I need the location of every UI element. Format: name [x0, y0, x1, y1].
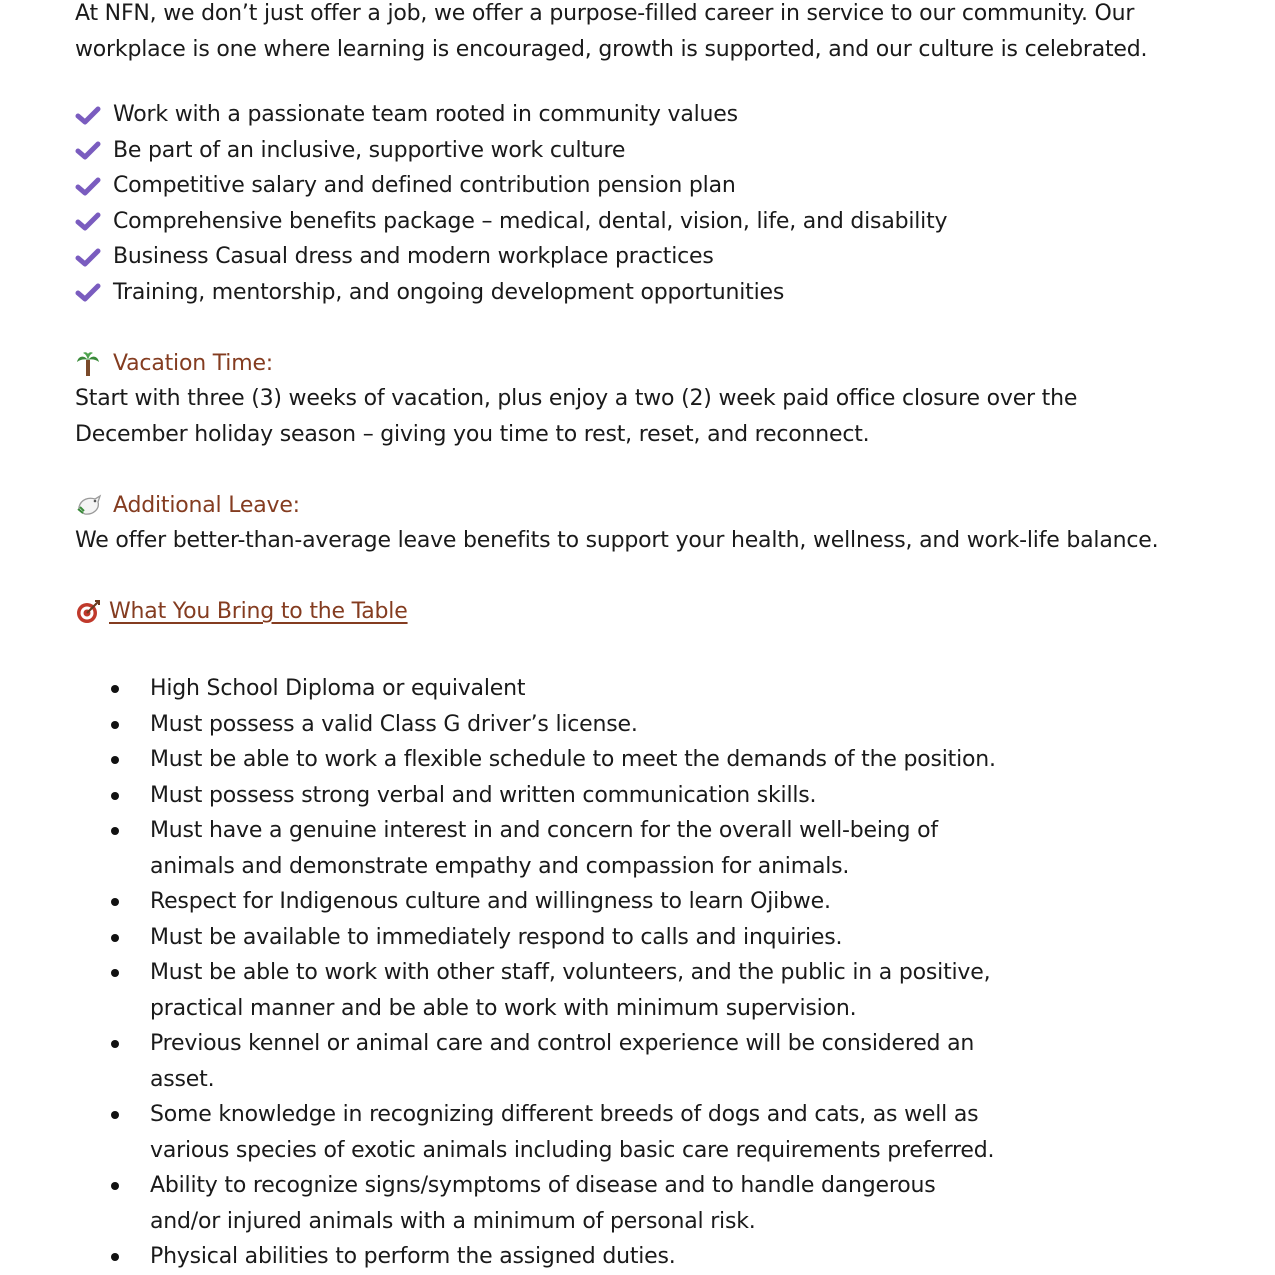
vacation-paragraph: Start with three (3) weeks of vacation, plus enjoy a two (2) week paid office closure over the December holiday season – giving you time to rest, reset, and reconnect. [75, 386, 1078, 447]
vacation-heading [75, 346, 273, 382]
requirement-item [111, 1168, 1011, 1239]
intro-paragraph: At NFN, we don’t just offer a job, we offer a purpose-filled career in service to our community. Our workplace is one where learning is encouraged, growth is supported, and our culture is celebrated. [75, 1, 1148, 62]
bullet-icon [111, 756, 119, 764]
bullet-icon [111, 1253, 119, 1261]
additional-leave-paragraph: We offer better-than-average leave benefits to support your health, wellness, and work-life balance. [75, 528, 1159, 553]
requirement-item [111, 778, 1011, 814]
additional-leave-heading-text: Additional Leave: [113, 493, 300, 518]
requirement-item [111, 1026, 1011, 1097]
benefit-item [75, 168, 947, 204]
benefits-list [75, 97, 947, 310]
bullet-icon [111, 969, 119, 977]
checkmark-icon [75, 175, 113, 197]
checkmark-icon [75, 104, 113, 126]
checkmark-icon [75, 139, 113, 161]
requirement-item [111, 920, 1011, 956]
benefit-text: Work with a passionate team rooted in community values [113, 102, 738, 127]
requirement-item [111, 1097, 1011, 1168]
checkmark-icon [75, 246, 113, 268]
requirements-list [111, 671, 1011, 1275]
requirement-item [111, 671, 1011, 707]
requirement-text: Must be available to immediately respond to calls and inquiries. [150, 924, 843, 950]
checkmark-icon [75, 210, 113, 232]
benefit-text: Training, mentorship, and ongoing development opportunities [113, 279, 785, 305]
requirement-text: Must possess strong verbal and written communication skills. [150, 782, 817, 808]
bullet-icon [111, 827, 119, 835]
bullet-icon [111, 898, 119, 906]
benefit-item [75, 239, 947, 275]
bullet-icon [111, 792, 119, 800]
requirement-text: Must have a genuine interest in and concern for the overall well-being of animals and demonstrate empathy and compassion for animals. [150, 818, 938, 879]
requirement-item [111, 742, 1011, 778]
requirement-text: Physical abilities to perform the assigned duties. [150, 1244, 676, 1269]
target-icon [75, 599, 109, 625]
benefit-item [75, 97, 947, 133]
benefit-item [75, 204, 947, 240]
vacation-heading-text: Vacation Time: [113, 351, 273, 376]
benefit-text: Business Casual dress and modern workplace practices [113, 244, 714, 269]
bullet-icon [111, 721, 119, 729]
bullet-icon [111, 685, 119, 693]
requirement-text: Respect for Indigenous culture and willingness to learn Ojibwe. [150, 889, 831, 914]
additional-leave-heading [75, 488, 300, 524]
dove-icon [75, 493, 113, 519]
benefit-item [75, 133, 947, 169]
requirement-text: Some knowledge in recognizing different breeds of dogs and cats, as well as various species of exotic animals including basic care requirements preferred. [150, 1102, 995, 1163]
requirement-text: Ability to recognize signs/symptoms of disease and to handle dangerous and/or injured animals with a minimum of personal risk. [150, 1173, 936, 1234]
requirement-text: High School Diploma or equivalent [150, 676, 526, 701]
requirement-text: Must be able to work a flexible schedule to meet the demands of the position. [150, 747, 996, 772]
requirement-item [111, 955, 1011, 1026]
requirement-item [111, 707, 1011, 743]
bullet-icon [111, 1111, 119, 1119]
requirement-text: Must possess a valid Class G driver’s license. [150, 711, 638, 737]
bullet-icon [111, 1040, 119, 1048]
requirement-text: Must be able to work with other staff, volunteers, and the public in a positive, practical manner and be able to work with minimum supervision. [150, 960, 991, 1021]
bullet-icon [111, 934, 119, 942]
requirement-text: Previous kennel or animal care and control experience will be considered an asset. [150, 1031, 975, 1092]
requirement-item [111, 813, 1011, 884]
bring-heading-text: What You Bring to the Table [109, 599, 408, 624]
bring-heading [75, 594, 408, 630]
benefit-item [75, 275, 947, 311]
benefit-text: Competitive salary and defined contribution pension plan [113, 173, 736, 198]
benefit-text: Comprehensive benefits package – medical, dental, vision, life, and disability [113, 208, 948, 234]
requirement-item [111, 884, 1011, 920]
benefit-text: Be part of an inclusive, supportive work culture [113, 137, 626, 163]
requirement-item [111, 1239, 1011, 1275]
checkmark-icon [75, 281, 113, 303]
palm-tree-icon [75, 351, 113, 377]
bullet-icon [111, 1182, 119, 1190]
